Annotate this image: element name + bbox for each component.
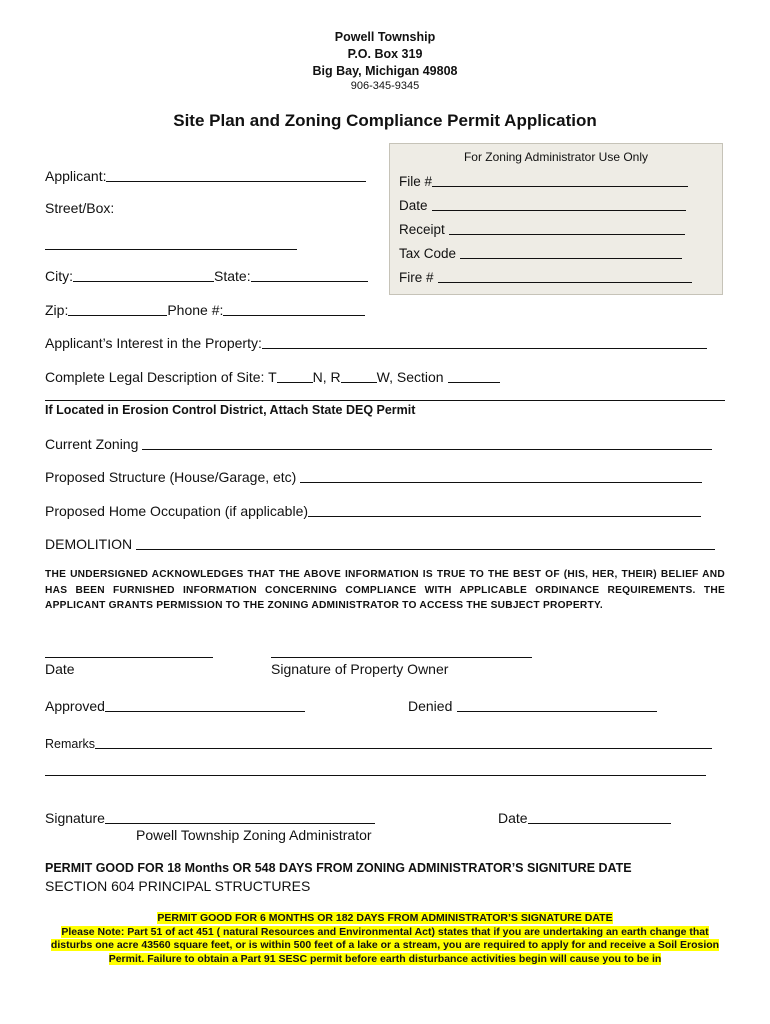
receipt-label: Receipt — [399, 222, 445, 237]
tax-code-label: Tax Code — [399, 246, 457, 261]
interest-field[interactable] — [45, 334, 707, 351]
tax-code-line — [460, 244, 682, 259]
admin-title: Powell Township Zoning Administrator — [136, 827, 372, 843]
file-number-label: File # — [399, 174, 433, 189]
proposed-structure-label: Proposed Structure (House/Garage, etc) — [45, 469, 297, 485]
denied-field[interactable] — [408, 697, 657, 714]
phone-line — [223, 301, 365, 316]
admin-signature-field[interactable] — [45, 809, 375, 826]
admin-date-line — [432, 196, 686, 211]
file-number-line — [432, 172, 688, 187]
demolition-line — [136, 535, 715, 550]
permit-good-for: PERMIT GOOD FOR 18 Months OR 548 DAYS FROM ZONING ADMINISTRATOR’S SIGNITURE DATE — [45, 861, 632, 875]
permit-note — [42, 912, 728, 966]
proposed-structure-line — [300, 468, 702, 483]
owner-date-label: Date — [45, 661, 75, 677]
org-name: Powell Township — [334, 30, 436, 44]
legal-w-label: W, Section — [376, 369, 444, 385]
current-zoning-label: Current Zoning — [45, 436, 139, 452]
current-zoning-line — [142, 435, 712, 450]
phone-number: 906-345-9345 — [350, 80, 420, 92]
current-zoning-field[interactable] — [45, 435, 712, 452]
admin-sign-date-line — [528, 809, 671, 824]
admin-signature-label: Signature — [45, 810, 105, 826]
file-number-field[interactable] — [399, 172, 688, 189]
state-line — [251, 267, 368, 282]
remarks-line-2[interactable] — [45, 775, 706, 776]
soil-erosion-note: Please Note: Part 51 of act 451 ( natural Resources and Environmental Act) states that if you are undertaking an earth change that disturbs one acre 43560 square feet, or is within 500 feet of a lake or a stream, you are required to apply for and receive a Soil Erosion Permit. Failure to obtain a Part 91 SESC permit before earth disturbance activities begin will cause you to be in — [50, 925, 720, 965]
applicant-label: Applicant: — [45, 168, 107, 184]
owner-signature-line[interactable] — [271, 657, 532, 658]
fire-number-label: Fire # — [399, 270, 434, 285]
demolition-field[interactable] — [45, 535, 715, 552]
admin-sign-date-label: Date — [498, 810, 528, 826]
admin-use-box — [389, 143, 723, 295]
range-line — [341, 368, 377, 383]
city-line — [73, 267, 214, 282]
page-title: Site Plan and Zoning Compliance Permit Application — [173, 111, 597, 130]
fire-number-field[interactable] — [399, 268, 692, 285]
denied-label: Denied — [408, 698, 453, 714]
section-line — [448, 368, 500, 383]
receipt-line — [449, 220, 685, 235]
erosion-note: If Located in Erosion Control District, Attach State DEQ Permit — [45, 403, 416, 417]
zip-line — [68, 301, 167, 316]
city-line: Big Bay, Michigan 49808 — [312, 64, 458, 78]
legal-description-line-2[interactable] — [45, 400, 725, 401]
admin-box-heading: For Zoning Administrator Use Only — [463, 150, 649, 164]
city-state-field[interactable] — [45, 267, 368, 284]
interest-line — [262, 334, 707, 349]
denied-line — [457, 697, 657, 712]
admin-signature-line — [105, 809, 375, 824]
approved-line — [105, 697, 305, 712]
legal-prefix-label: Complete Legal Description of Site: T — [45, 369, 277, 385]
state-label: State: — [214, 268, 251, 284]
applicant-field[interactable] — [45, 167, 366, 184]
receipt-field[interactable] — [399, 220, 685, 237]
approved-field[interactable] — [45, 697, 305, 714]
city-label: City: — [45, 268, 73, 284]
legal-description-field[interactable] — [45, 368, 500, 385]
legal-n-label: N, R — [312, 369, 341, 385]
street-label: Street/Box: — [45, 200, 115, 216]
admin-date-field[interactable] — [399, 196, 686, 213]
acknowledgement-text: THE UNDERSIGNED ACKNOWLEDGES THAT THE ABOVE INFORMATION IS TRUE TO THE BEST OF (HIS, HER, THEIR) BELIEF AND HAS BEEN FURNISHED INFORMATION CONCERNING COMPLIANCE WITH APPLICABLE ORDINANCE REQUIREMENTS. THE APPLICANT GRANTS PERMISSION TO THE ZONING ADMINISTRATOR TO ACCESS THE SUBJECT PROPERTY. — [45, 569, 725, 611]
zip-phone-field[interactable] — [45, 301, 365, 318]
phone-label: Phone #: — [167, 302, 224, 318]
demolition-label: DEMOLITION — [45, 536, 133, 552]
applicant-line — [106, 167, 366, 182]
fire-number-line — [438, 268, 692, 283]
tax-code-field[interactable] — [399, 244, 682, 261]
remarks-label: Remarks — [45, 737, 96, 751]
interest-label: Applicant’s Interest in the Property: — [45, 335, 262, 351]
admin-date-label: Date — [399, 198, 428, 213]
home-occupation-line — [308, 502, 701, 517]
remarks-field[interactable] — [45, 736, 712, 751]
owner-signature-label: Signature of Property Owner — [271, 661, 449, 677]
permit-good-for-6: PERMIT GOOD FOR 6 MONTHS OR 182 DAYS FROM ADMINISTRATOR’S SIGNATURE DATE — [157, 912, 613, 924]
approved-label: Approved — [45, 698, 105, 714]
street-field[interactable] — [45, 200, 114, 216]
po-box: P.O. Box 319 — [347, 47, 423, 61]
permit-section: SECTION 604 PRINCIPAL STRUCTURES — [45, 878, 311, 894]
home-occupation-field[interactable] — [45, 502, 701, 519]
proposed-structure-field[interactable] — [45, 468, 702, 485]
zip-label: Zip: — [45, 302, 69, 318]
street-line[interactable] — [45, 249, 297, 250]
township-line — [277, 368, 313, 383]
home-occupation-label: Proposed Home Occupation (if applicable) — [45, 503, 309, 519]
admin-sign-date-field[interactable] — [498, 809, 671, 826]
owner-date-line[interactable] — [45, 657, 213, 658]
remarks-line — [95, 736, 712, 749]
